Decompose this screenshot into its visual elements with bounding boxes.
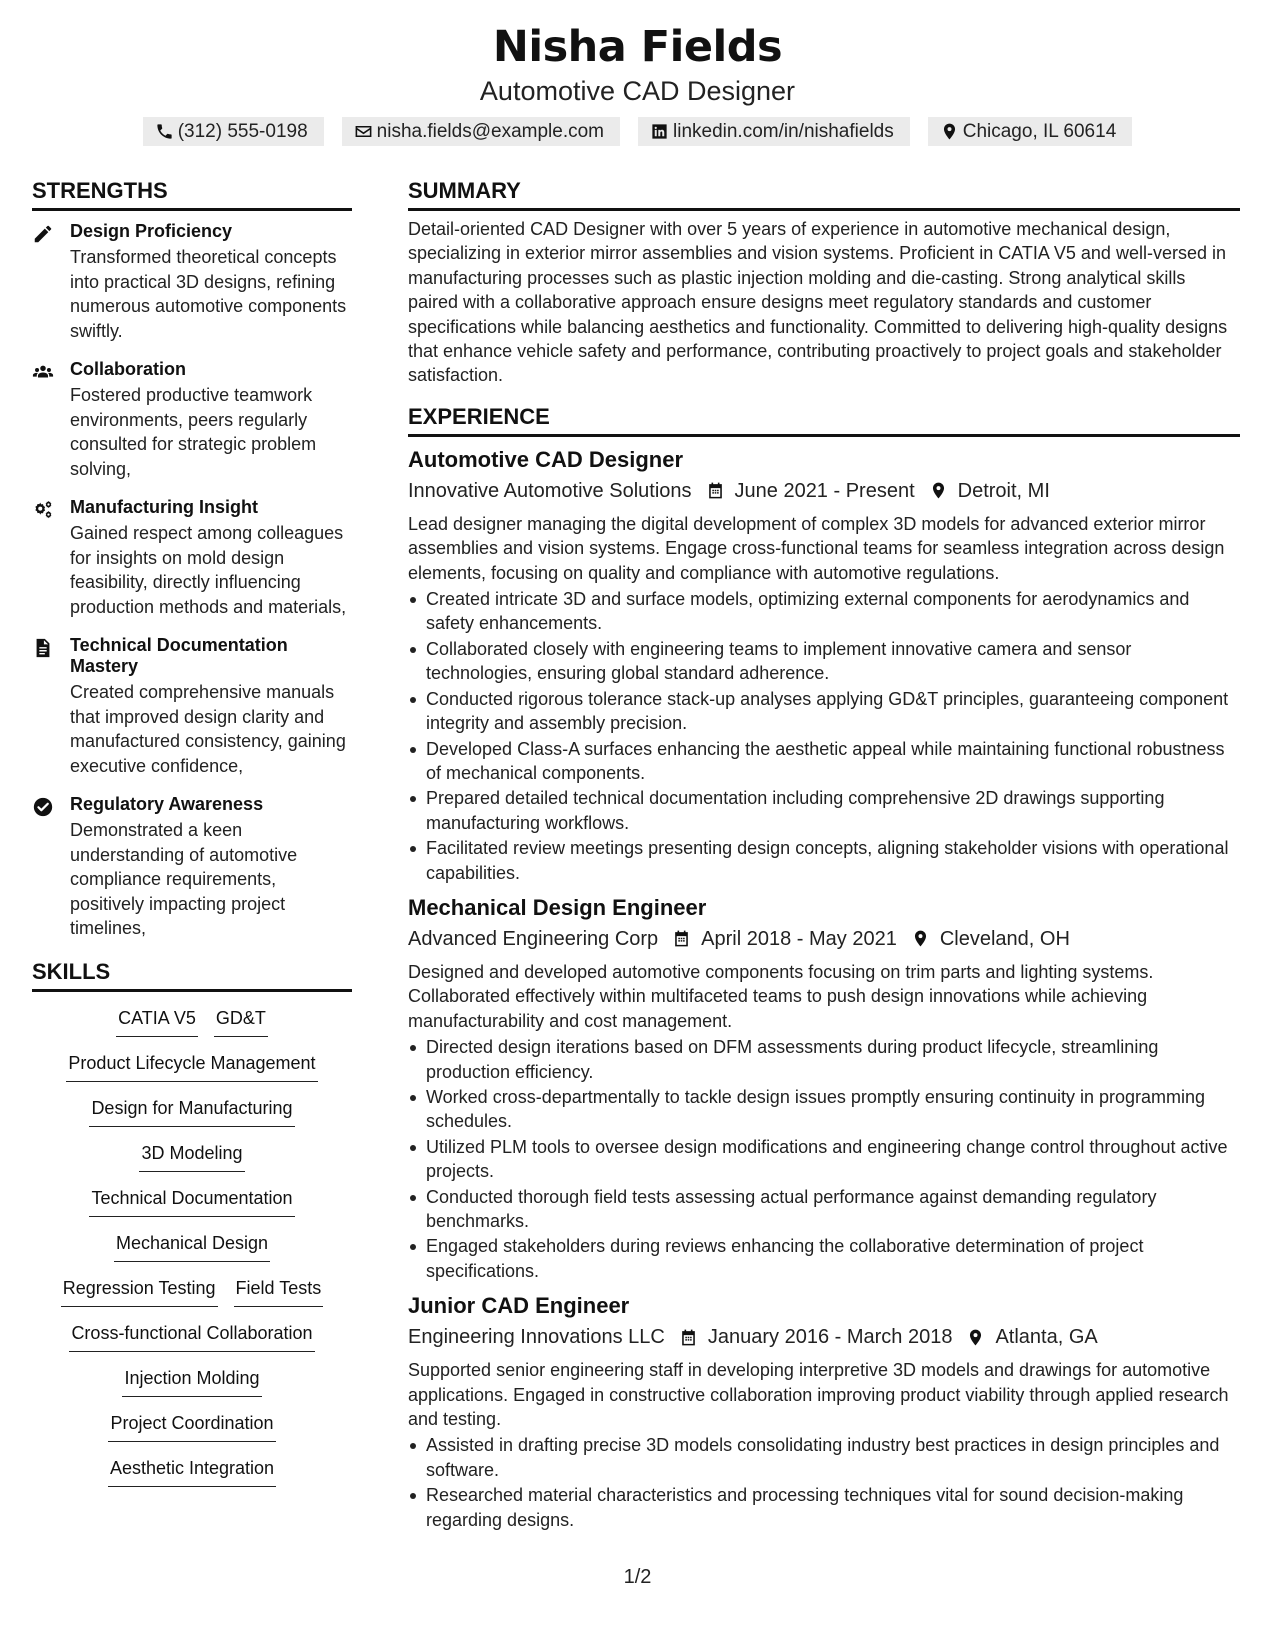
- strength-item: [32, 497, 352, 619]
- candidate-title: Automotive CAD Designer: [479, 76, 796, 106]
- job-description: Lead designer managing the digital development of complex 3D models for advanced exterior mirror assemblies and vision systems. Engage cross-functional teams for seamless integration across design elements, focusing on quality and compliance with automotive regulations.: [408, 513, 1225, 583]
- skill-tag: CATIA V5: [116, 1002, 198, 1037]
- skill-tag: Project Coordination: [108, 1407, 275, 1442]
- skill-row: [32, 1002, 352, 1047]
- job-bullet: Worked cross-departmentally to tackle design issues promptly ensuring continuity in programming schedules.: [408, 1085, 1240, 1134]
- job-dates: April 2018 - May 2021: [701, 927, 897, 950]
- job-title: Automotive CAD Designer: [408, 446, 684, 472]
- strength-item: [32, 359, 352, 481]
- job-bullet: Prepared detailed technical documentation including comprehensive 2D drawings supporting manufacturing workflows.: [408, 786, 1240, 835]
- skill-tag: Aesthetic Integration: [108, 1452, 276, 1487]
- skill-row: [32, 1272, 352, 1317]
- contact-location-text: Chicago, IL 60614: [962, 121, 1117, 142]
- skill-tag: Design for Manufacturing: [89, 1092, 294, 1127]
- job-entry: [408, 893, 1240, 1283]
- job-bullet: Utilized PLM tools to oversee design modifications and engineering change control throughout active projects.: [408, 1135, 1240, 1184]
- check-circle-icon: [32, 796, 54, 818]
- job-location: Detroit, MI: [957, 479, 1050, 502]
- job-bullet: Developed Class-A surfaces enhancing the aesthetic appeal while maintaining functional robustness of mechanical components.: [408, 737, 1240, 786]
- summary-heading: SUMMARY: [408, 176, 1240, 211]
- envelope-icon: [354, 122, 373, 141]
- contact-email[interactable]: [342, 117, 620, 146]
- skill-tag: GD&T: [214, 1002, 268, 1037]
- experience-heading: EXPERIENCE: [408, 402, 1240, 437]
- job-bullets: [408, 1035, 1240, 1283]
- job-dates: June 2021 - Present: [734, 479, 915, 502]
- skill-row: [32, 1227, 352, 1272]
- skill-row: [32, 1317, 352, 1362]
- job-bullet: Assisted in drafting precise 3D models consolidating industry best practices in design principles and software.: [408, 1433, 1240, 1482]
- skill-row: [32, 1137, 352, 1182]
- strength-title: Manufacturing Insight: [70, 497, 258, 517]
- contact-location: [928, 117, 1133, 146]
- job-company: Advanced Engineering Corp: [408, 927, 659, 950]
- contact-linkedin[interactable]: [638, 117, 910, 146]
- map-marker-icon: [929, 481, 948, 500]
- job-title: Mechanical Design Engineer: [408, 894, 707, 920]
- skill-tag: Field Tests: [234, 1272, 324, 1307]
- contact-email-text: nisha.fields@example.com: [376, 121, 604, 142]
- job-description: Supported senior engineering staff in developing interpretive 3D models and drawings for automotive applications. Engaged in constructive collaboration improving product viability through applied research and testing.: [408, 1360, 1229, 1430]
- skill-row: [32, 1407, 352, 1452]
- job-meta: [408, 1322, 1240, 1352]
- job-bullet: Created intricate 3D and surface models, optimizing external components for aerodynamics and safety enhancements.: [408, 587, 1240, 636]
- phone-icon: [155, 122, 174, 141]
- strength-text: Transformed theoretical concepts into practical 3D designs, refining numerous automotive components swiftly.: [70, 247, 347, 341]
- strength-item: [32, 794, 352, 941]
- strengths-heading: STRENGTHS: [32, 176, 352, 211]
- job-company: Innovative Automotive Solutions: [408, 479, 692, 502]
- job-entry: [408, 1291, 1240, 1532]
- users-icon: [32, 361, 54, 383]
- summary-text: Detail-oriented CAD Designer with over 5 years of experience in automotive mechanical design, specializing in exterior mirror assemblies and vision systems. Proficient in CATIA V5 and well-versed in manufacturing processes such as plastic injection molding and die-casting. Strong analytical skills paired with a collaborative approach ensure designs meet regulatory standards and customer specifications while balancing aesthetics and functionality. Committed to delivering high-quality designs that enhance vehicle safety and performance, contributing proactively to project goals and stakeholder satisfaction.: [408, 219, 1228, 386]
- job-bullet: Conducted thorough field tests assessing actual performance against demanding regulatory benchmarks.: [408, 1185, 1240, 1234]
- job-title: Junior CAD Engineer: [408, 1293, 630, 1319]
- job-bullet: Engaged stakeholders during reviews enhancing the collaborative determination of project specifications.: [408, 1234, 1240, 1283]
- right-column: [408, 176, 1240, 1533]
- strength-text: Fostered productive teamwork environments, peers regularly consulted for strategic problem solving,: [70, 385, 317, 479]
- skill-tag: Regression Testing: [61, 1272, 218, 1307]
- strength-item: [32, 635, 352, 778]
- contact-linkedin-text: linkedin.com/in/nishafields: [673, 121, 894, 142]
- resume-header: [0, 20, 1275, 146]
- skill-tag: Cross-functional Collaboration: [69, 1317, 314, 1352]
- skill-tag: Technical Documentation: [89, 1182, 294, 1217]
- job-description: Designed and developed automotive components focusing on trim parts and lighting systems. Collaborated effectively within multifaceted teams to push design innovations while achieving manufacturability and cost management.: [408, 961, 1154, 1031]
- map-marker-icon: [911, 929, 930, 948]
- document-icon: [32, 637, 54, 659]
- strength-title: Technical Documentation Mastery: [70, 635, 288, 676]
- skills-section: [32, 957, 352, 1497]
- strength-text: Demonstrated a keen understanding of automotive compliance requirements, positively impacting project timelines,: [70, 820, 298, 938]
- job-location: Cleveland, OH: [939, 927, 1070, 950]
- skill-row: [32, 1047, 352, 1092]
- job-bullets: [408, 1433, 1240, 1532]
- job-bullet: Collaborated closely with engineering teams to implement innovative camera and sensor technologies, ensuring global standard adherence.: [408, 637, 1240, 686]
- candidate-name: Nisha Fields: [492, 22, 783, 72]
- skills-heading: SKILLS: [32, 957, 352, 992]
- job-bullets: [408, 587, 1240, 885]
- job-meta: [408, 924, 1240, 954]
- map-marker-icon: [940, 122, 959, 141]
- page-number: 1/2: [623, 1566, 652, 1588]
- left-column: [32, 176, 352, 1497]
- strength-title: Regulatory Awareness: [70, 794, 264, 814]
- linkedin-icon: [650, 122, 669, 141]
- job-company: Engineering Innovations LLC: [408, 1326, 665, 1349]
- contact-phone-text: (312) 555-0198: [177, 121, 308, 142]
- skill-tag: Injection Molding: [122, 1362, 261, 1397]
- skill-tag: Mechanical Design: [114, 1227, 270, 1262]
- job-bullet: Conducted rigorous tolerance stack-up analyses applying GD&T principles, guaranteeing component integrity and assembly precision.: [408, 687, 1240, 736]
- contact-phone[interactable]: [143, 117, 324, 146]
- strength-title: Design Proficiency: [70, 221, 233, 241]
- calendar-icon: [679, 1328, 698, 1347]
- strength-title: Collaboration: [70, 359, 186, 379]
- job-meta: [408, 476, 1240, 506]
- strength-item: [32, 221, 352, 343]
- job-bullet: Directed design iterations based on DFM assessments during product lifecycle, streamlining production efficiency.: [408, 1035, 1240, 1084]
- skill-row: [32, 1452, 352, 1497]
- skill-row: [32, 1182, 352, 1227]
- calendar-icon: [706, 481, 725, 500]
- strengths-list: [32, 221, 352, 941]
- strength-text: Gained respect among colleagues for insights on mold design feasibility, directly influencing production methods and materials,: [70, 523, 347, 617]
- experience-section: [408, 402, 1240, 1532]
- job-entry: [408, 445, 1240, 885]
- job-bullet: Facilitated review meetings presenting design concepts, aligning stakeholder visions with operational capabilities.: [408, 836, 1240, 885]
- calendar-icon: [672, 929, 691, 948]
- strength-text: Created comprehensive manuals that improved design clarity and manufactured consistency, gaining executive confidence,: [70, 682, 346, 776]
- job-location: Atlanta, GA: [995, 1326, 1098, 1349]
- job-bullet: Researched material characteristics and processing techniques vital for sound decision-making regarding designs.: [408, 1483, 1240, 1532]
- skill-row: [32, 1092, 352, 1137]
- map-marker-icon: [966, 1328, 985, 1347]
- skill-tag: 3D Modeling: [139, 1137, 244, 1172]
- skill-row: [32, 1362, 352, 1407]
- pencil-icon: [32, 223, 54, 245]
- skill-tag: Product Lifecycle Management: [66, 1047, 317, 1082]
- job-dates: January 2016 - March 2018: [707, 1326, 953, 1349]
- cogs-icon: [32, 499, 54, 521]
- skills-list: [32, 1002, 352, 1497]
- contact-bar: [0, 117, 1275, 146]
